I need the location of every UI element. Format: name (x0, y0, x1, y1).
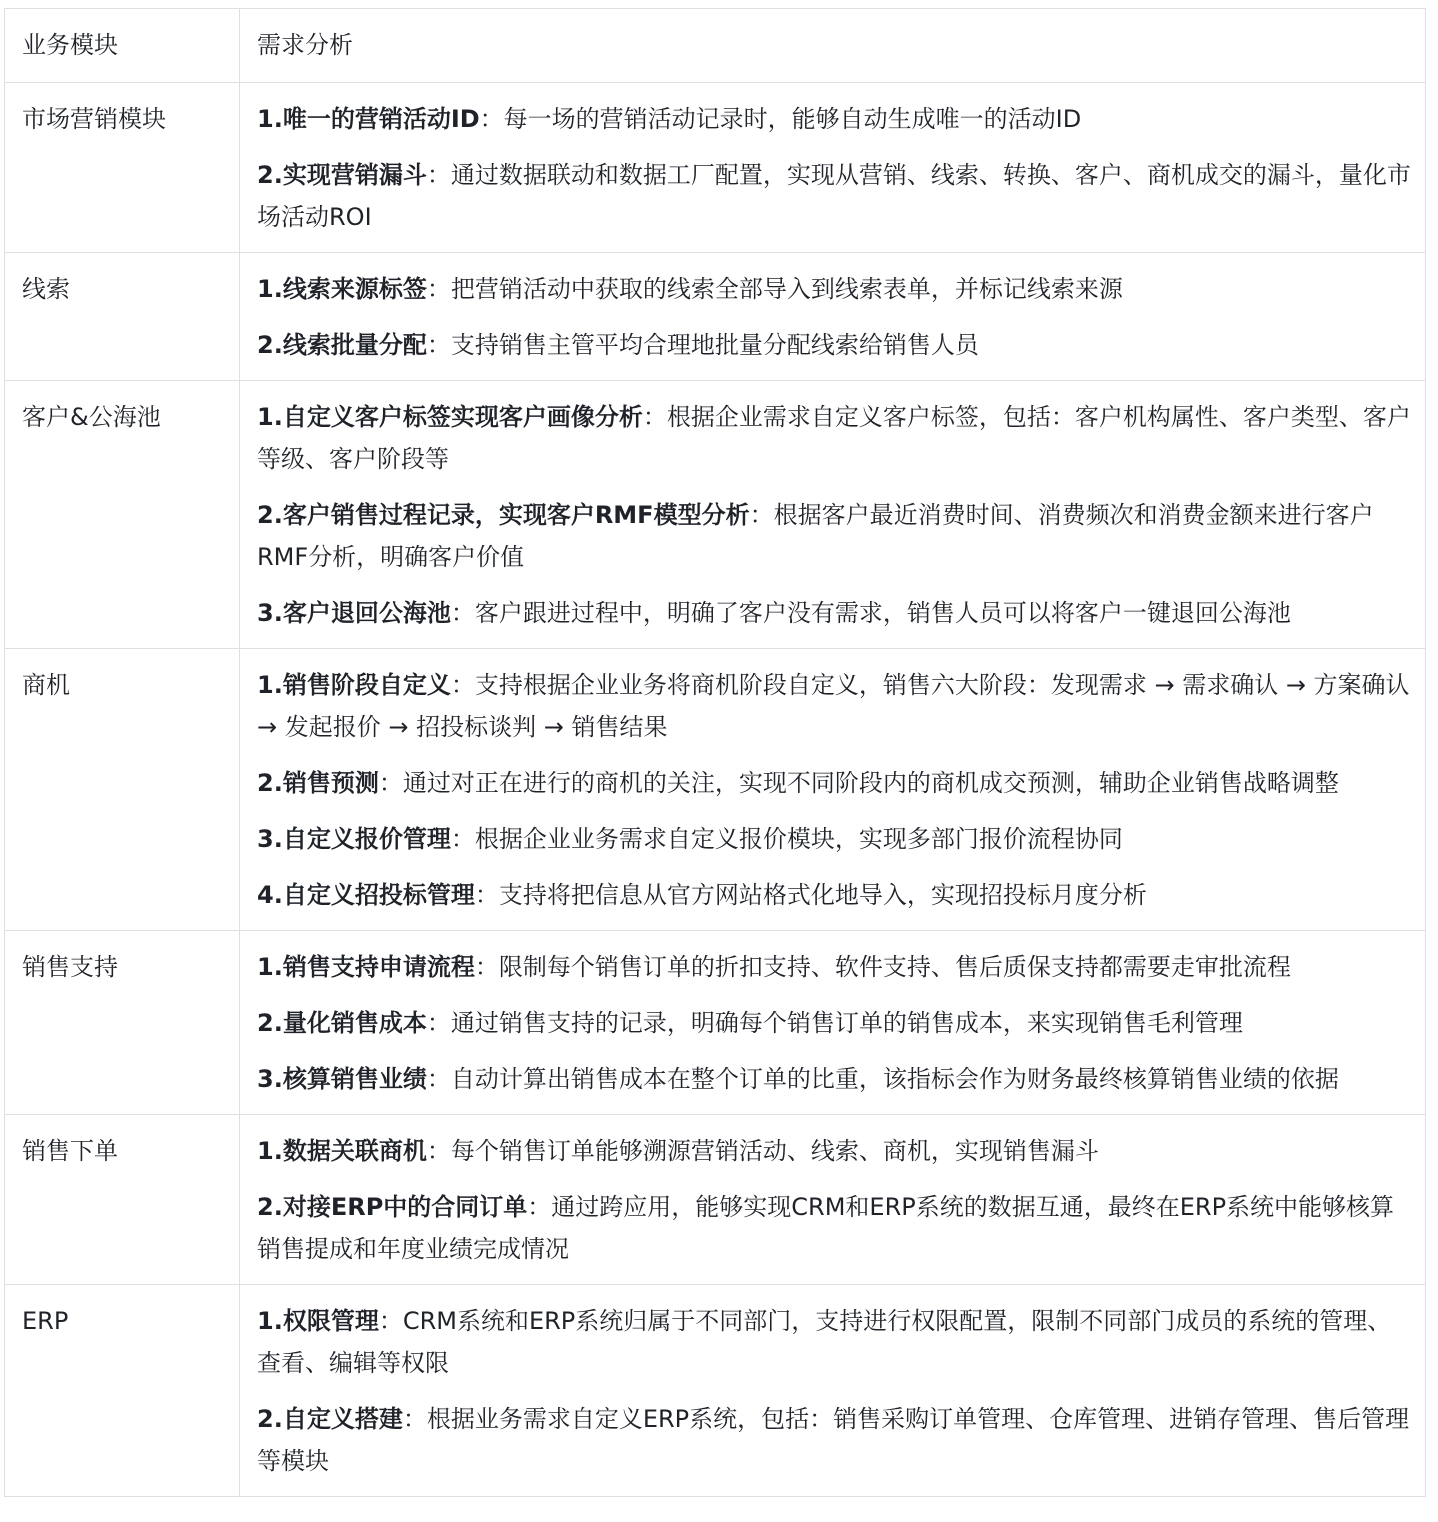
analysis-item (257, 494, 1411, 578)
analysis-item (257, 1300, 1411, 1384)
item-title: 3.自定义报价管理 (257, 825, 451, 853)
table-row (5, 649, 1426, 931)
analysis-item (257, 1398, 1411, 1482)
item-text: ：自动计算出销售成本在整个订单的比重，该指标会作为财务最终核算销售业绩的依据 (426, 1065, 1339, 1093)
analysis-item (257, 1130, 1411, 1172)
table-row (5, 253, 1426, 381)
analysis-cell (240, 1285, 1426, 1497)
table-row (5, 381, 1426, 649)
analysis-cell (240, 381, 1426, 649)
module-cell: 线索 (5, 253, 240, 381)
item-title: 4.自定义招投标管理 (257, 881, 475, 909)
item-title: 2.销售预测 (257, 769, 379, 797)
item-text: ：每一场的营销活动记录时，能够自动生成唯一的活动ID (479, 105, 1082, 133)
analysis-item (257, 154, 1411, 238)
requirements-table-wrapper (4, 8, 1426, 1497)
item-text: ：通过销售支持的记录，明确每个销售订单的销售成本，来实现销售毛利管理 (426, 1009, 1243, 1037)
header-analysis: 需求分析 (240, 9, 1426, 83)
analysis-item (257, 1002, 1411, 1044)
item-title: 1.权限管理 (257, 1307, 379, 1335)
item-text: ：把营销活动中获取的线索全部导入到线索表单，并标记线索来源 (426, 275, 1123, 303)
table-row (5, 1115, 1426, 1285)
item-text: ：支持销售主管平均合理地批量分配线索给销售人员 (426, 331, 979, 359)
item-text: ：支持将把信息从官方网站格式化地导入，实现招投标月度分析 (474, 881, 1147, 909)
item-text: ：根据企业业务需求自定义报价模块，实现多部门报价流程协同 (450, 825, 1123, 853)
item-title: 1.数据关联商机 (257, 1137, 427, 1165)
item-text: ：通过对正在进行的商机的关注，实现不同阶段内的商机成交预测，辅助企业销售战略调整 (378, 769, 1339, 797)
item-text: ：限制每个销售订单的折扣支持、软件支持、售后质保支持都需要走审批流程 (474, 953, 1291, 981)
module-cell: 市场营销模块 (5, 83, 240, 253)
item-text: ：根据业务需求自定义ERP系统，包括：销售采购订单管理、仓库管理、进销存管理、售后管理等模块 (257, 1405, 1410, 1475)
analysis-item (257, 874, 1411, 916)
requirements-table (4, 8, 1426, 1497)
analysis-item (257, 818, 1411, 860)
module-cell: 销售下单 (5, 1115, 240, 1285)
item-title: 2.对接ERP中的合同订单 (257, 1193, 528, 1221)
module-cell: 销售支持 (5, 931, 240, 1115)
analysis-cell (240, 931, 1426, 1115)
analysis-item (257, 268, 1411, 310)
item-text: ：支持根据企业业务将商机阶段自定义，销售六大阶段：发现需求 → 需求确认 → 方案确认 → 发起报价 → 招投标谈判 → 销售结果 (257, 671, 1410, 741)
item-title: 1.自定义客户标签实现客户画像分析 (257, 403, 643, 431)
item-text: ：根据客户最近消费时间、消费频次和消费金额来进行客户RMF分析，明确客户价值 (257, 501, 1374, 571)
item-title: 3.核算销售业绩 (257, 1065, 427, 1093)
analysis-cell (240, 1115, 1426, 1285)
analysis-item (257, 946, 1411, 988)
analysis-item (257, 592, 1411, 634)
item-title: 3.客户退回公海池 (257, 599, 451, 627)
analysis-item (257, 664, 1411, 748)
item-text: ：每个销售订单能够溯源营销活动、线索、商机，实现销售漏斗 (426, 1137, 1099, 1165)
item-text: ：通过跨应用，能够实现CRM和ERP系统的数据互通，最终在ERP系统中能够核算销售提成和年度业绩完成情况 (257, 1193, 1395, 1263)
item-text: ：客户跟进过程中，明确了客户没有需求，销售人员可以将客户一键退回公海池 (450, 599, 1291, 627)
item-title: 2.线索批量分配 (257, 331, 427, 359)
module-cell: 商机 (5, 649, 240, 931)
module-cell: ERP (5, 1285, 240, 1497)
table-row (5, 931, 1426, 1115)
item-title: 2.客户销售过程记录，实现客户RMF模型分析 (257, 501, 750, 529)
item-title: 2.自定义搭建 (257, 1405, 403, 1433)
analysis-item (257, 1186, 1411, 1270)
item-text: ：通过数据联动和数据工厂配置，实现从营销、线索、转换、客户、商机成交的漏斗，量化市场活动ROI (257, 161, 1411, 231)
module-cell: 客户&公海池 (5, 381, 240, 649)
table-row (5, 1285, 1426, 1497)
item-title: 1.销售阶段自定义 (257, 671, 451, 699)
analysis-cell (240, 253, 1426, 381)
table-row (5, 83, 1426, 253)
table-header-row (5, 9, 1426, 83)
header-module: 业务模块 (5, 9, 240, 83)
item-title: 2.量化销售成本 (257, 1009, 427, 1037)
item-title: 1.销售支持申请流程 (257, 953, 475, 981)
analysis-item (257, 324, 1411, 366)
item-title: 2.实现营销漏斗 (257, 161, 427, 189)
item-text: ：根据企业需求自定义客户标签，包括：客户机构属性、客户类型、客户等级、客户阶段等 (257, 403, 1411, 473)
analysis-item (257, 1058, 1411, 1100)
item-title: 1.唯一的营销活动ID (257, 105, 480, 133)
analysis-cell (240, 649, 1426, 931)
item-title: 1.线索来源标签 (257, 275, 427, 303)
analysis-item (257, 396, 1411, 480)
analysis-item (257, 98, 1411, 140)
item-text: ：CRM系统和ERP系统归属于不同部门，支持进行权限配置，限制不同部门成员的系统的管理、查看、编辑等权限 (257, 1307, 1392, 1377)
analysis-cell (240, 83, 1426, 253)
analysis-item (257, 762, 1411, 804)
